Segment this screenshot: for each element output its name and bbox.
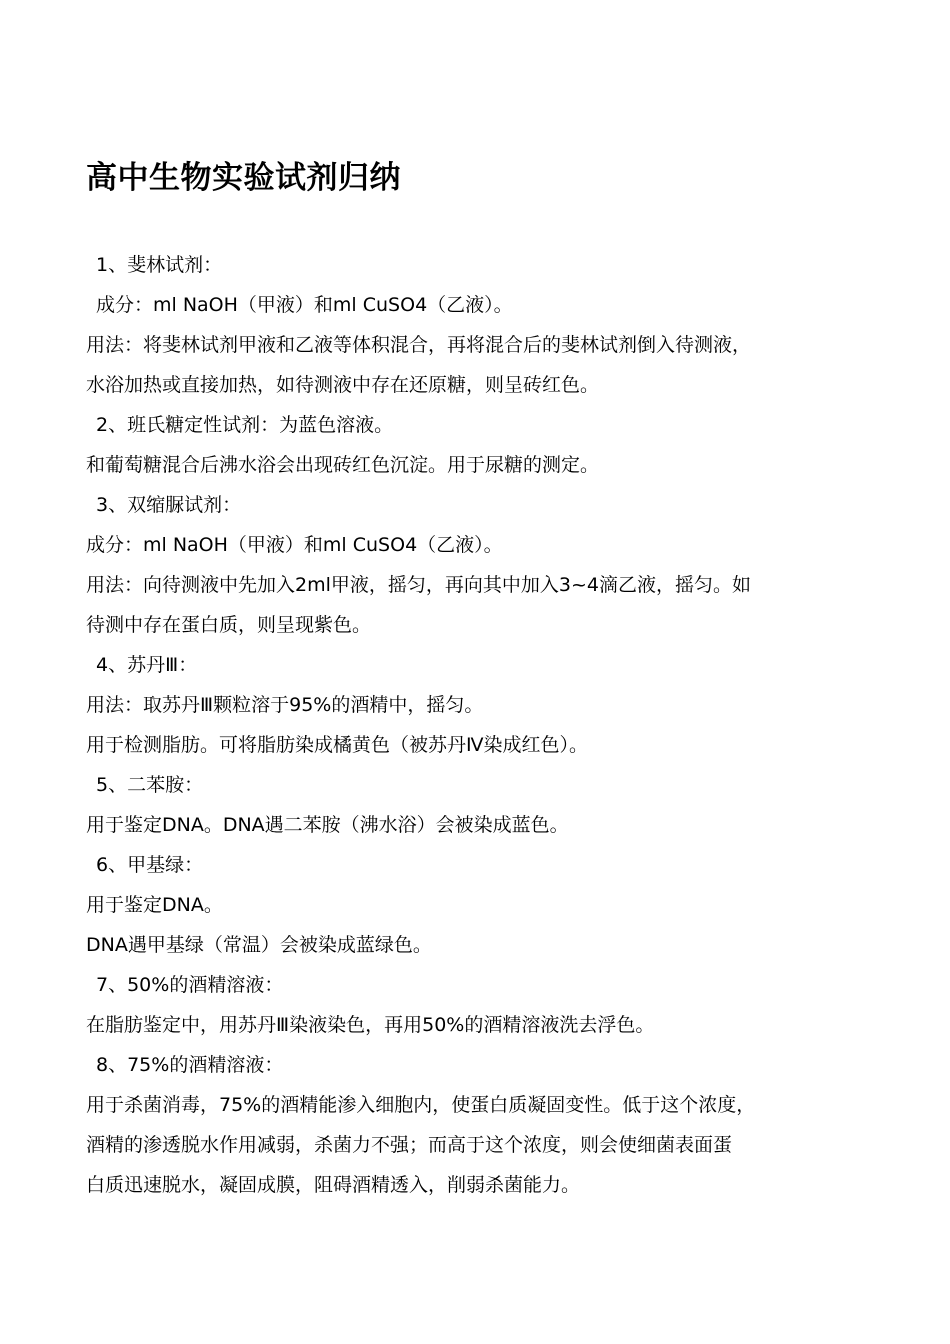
text-line: 酒精的渗透脱水作用减弱，杀菌力不强；而高于这个浓度，则会使细菌表面蛋 [86,1134,733,1156]
document-body [86,245,886,1205]
text-line: 用于杀菌消毒，75%的酒精能渗入细胞内，使蛋白质凝固变性。低于这个浓度， [86,1094,756,1116]
text-line: 用法：向待测液中先加入2ml甲液，摇匀，再向其中加入3~4滴乙液，摇匀。如 [86,574,751,596]
text-line: 1、斐林试剂： [96,254,223,276]
text-line: 成分：ml NaOH（甲液）和ml CuSO4（乙液）。 [96,294,513,316]
text-line: 水浴加热或直接加热，如待测液中存在还原糖，则呈砖红色。 [86,374,600,396]
text-line: 用于检测脂肪。可将脂肪染成橘黄色（被苏丹Ⅳ染成红色）。 [86,734,589,756]
text-line: 在脂肪鉴定中，用苏丹Ⅲ染液染色，再用50%的酒精溶液洗去浮色。 [86,1014,655,1036]
text-line: 5、二苯胺： [96,774,204,796]
document-title: 高中生物实验试剂归纳 [86,160,401,196]
text-line: 用法：取苏丹Ⅲ颗粒溶于95%的酒精中，摇匀。 [86,694,484,716]
text-line: 4、苏丹Ⅲ： [96,654,198,676]
text-line: 待测中存在蛋白质，则呈现紫色。 [86,614,372,636]
text-line: 和葡萄糖混合后沸水浴会出现砖红色沉淀。用于尿糖的测定。 [86,454,600,476]
text-line: 7、50%的酒精溶液： [96,974,284,996]
text-line: 3、双缩脲试剂： [96,494,242,516]
text-line: 用法：将斐林试剂甲液和乙液等体积混合，再将混合后的斐林试剂倒入待测液， [86,334,752,356]
text-line: 成分：ml NaOH（甲液）和ml CuSO4（乙液）。 [86,534,503,556]
text-line: 用于鉴定DNA。DNA遇二苯胺（沸水浴）会被染成蓝色。 [86,814,569,836]
text-line: 8、75%的酒精溶液： [96,1054,284,1076]
text-line: 6、甲基绿： [96,854,204,876]
text-line: 白质迅速脱水，凝固成膜，阻碍酒精透入，削弱杀菌能力。 [86,1174,581,1196]
text-line: 2、班氏糖定性试剂：为蓝色溶液。 [96,414,394,436]
text-line: 用于鉴定DNA。 [86,894,223,916]
text-line: DNA遇甲基绿（常温）会被染成蓝绿色。 [86,934,432,956]
